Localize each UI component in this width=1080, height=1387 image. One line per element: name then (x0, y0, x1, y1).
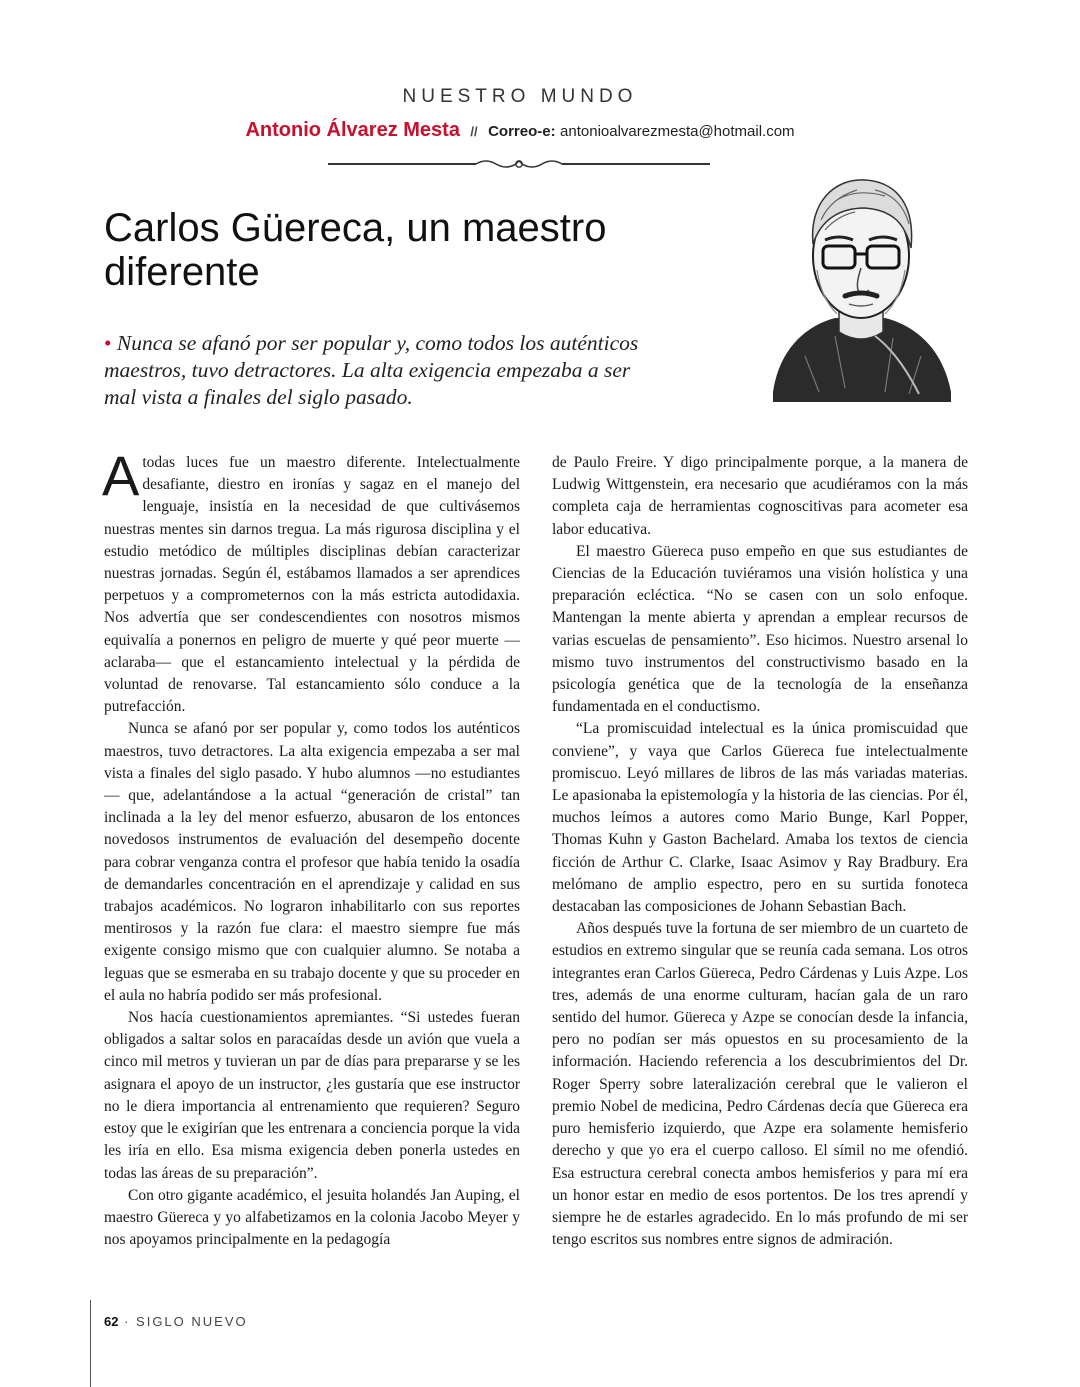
body-column-right (552, 452, 968, 1251)
body-paragraph: Nunca se afanó por ser popular y, como todos los auténticos maestros, tuvo detractores. La alta exigencia empezaba a ser mal vista a finales del siglo pasado. Y hubo alumnos —no estudiantes— que, adelantándose a la actual “generación de cristal” tan inclinada a la ley del menor esfuerzo, abusaron de los entonces novedosos instrumentos de evaluación del desempeño docente para cobrar venganza contra el profesor que había tenido la osadía de demandarles concentración en el aprendizaje y calidad en sus trabajos académicos. No lograron inhabilitarlo con sus reportes mentirosos y la razón fue clara: el maestro siempre fue más exigente consigo mismo que con cualquier alumno. Se notaba a leguas que se esmeraba en su trabajo docente y que su proceder en el aula no habría podido ser más profesional. (104, 720, 520, 1004)
body-paragraph: Años después tuve la fortuna de ser miembro de un cuarteto de estudios en extremo singular que se reunía cada semana. Los otros integrantes eran Carlos Güereca, Pedro Cárdenas y Luis Azpe. Los tres, además de una enorme culturam, hacían gala de un raro sentido del humor. Güereca y Azpe se conocían desde la infancia, pero no podían ser más opuestos en su procesamiento de la información. Haciendo referencia a los descubrimientos del Dr. Roger Sperry sobre lateralización cerebral que le valieron el premio Nobel de medicina, Pedro Cárdenas decía que Güereca era puro hemisferio izquierdo, que Azpe era solamente hemisferio derecho y que yo era el cuerpo calloso. El símil no me ofendió. Esa estructura cerebral conecta ambos hemisferios y para mí era un honor estar en medio de esos portentos. De los tres aprendí y siempre he de estarles agradecido. En lo más profundo de mi ser tengo escritos sus nombres entre signos de admiración. (552, 920, 968, 1249)
body-paragraph: de Paulo Freire. Y digo principalmente porque, a la manera de Ludwig Wittgenstein, era necesario que acudiéramos con la más completa caja de herramientas cognoscitivas para acometer esa labor educativa. (552, 454, 968, 538)
publication-name: SIGLO NUEVO (136, 1314, 248, 1329)
drop-cap: A (102, 444, 140, 507)
lead-bullet: • (104, 331, 112, 355)
author-email[interactable]: antonioalvarezmesta@hotmail.com (560, 123, 795, 140)
lead-text: Nunca se afanó por ser popular y, como todos los auténticos maestros, tuvo detractores. La alta exigencia empezaba a ser mal vista a finales del siglo pasado. (104, 331, 639, 409)
byline (0, 119, 1040, 142)
section-label: NUESTRO MUNDO (402, 86, 638, 107)
body-column-left (102, 444, 520, 1251)
email-label: Correo-e: (488, 123, 556, 140)
footer-dot: · (118, 1314, 137, 1329)
lead-paragraph (104, 330, 664, 411)
byline-separator: // (470, 124, 478, 139)
author-name: Antonio Álvarez Mesta (245, 119, 460, 141)
author-portrait-illustration (765, 160, 955, 402)
ornament-divider (328, 156, 710, 172)
page-number: 62 (104, 1314, 119, 1329)
body-paragraph: Nos hacía cuestionamientos apremiantes. “Si ustedes fueran obligados a saltar solos en paracaídas desde un avión que vuela a cinco mil metros y tuvieran un par de días para prepararse y se les asignara el apoyo de un instructor, ¿les gustaría que ese instructor no le diera importancia al entrenamiento que requieren? Seguro estoy que le exigirían que les entrenara a conciencia porque la vida les iría en ello. Esa misma exigencia deben ponerla ustedes en todas las áreas de su preparación”. (104, 1009, 520, 1182)
body-paragraph: “La promiscuidad intelectual es la única promiscuidad que conviene”, y vaya que Carlos Güereca fue intelectualmente promiscuo. Leyó millares de libros de las más variadas materias. Le apasionaba la epistemología y la historia de las ciencias. Por él, muchos leímos a autores como Mario Bunge, Karl Popper, Thomas Kuhn y Gaston Bachelard. Amaba los textos de ciencia ficción de Arthur C. Clarke, Isaac Asimov y Ray Bradbury. Era melómano de amplio espectro, pero en su surtida fonoteca destacaban las composiciones de Johann Sebastian Bach. (552, 720, 968, 916)
page-footer (104, 1314, 248, 1329)
body-paragraph: Atodas luces fue un maestro diferente. Intelectualmente desafiante, diestro en ironías y sagaz en el manejo del lenguaje, insistía en la necesidad de que cultivásemos nuestras mentes sin darnos tregua. La más rigurosa disciplina y el estudio metódico de múltiples disciplinas debían caracterizar nuestras jornadas. Según él, estábamos llamados a ser aprendices perpetuos y a comprometernos con la más estricta autodidaxia. Nos advertía que ser condescendientes con nosotros mismos equivalía a ponernos en peligro de muerte y qué peor muerte —aclaraba— que el estancamiento intelectual y la pérdida de voluntad de renovarse. Tal estancamiento sólo conduce a la putrefacción. (102, 444, 520, 716)
body-paragraph: El maestro Güereca puso empeño en que sus estudiantes de Ciencias de la Educación tuviéramos una visión holística y una preparación ecléctica. “No se casen con un solo enfoque. Mantengan la mente abierta y aprendan a emplear recursos de varias escuelas de pensamiento”. Eso hicimos. Nuestro arsenal lo mismo tuvo instrumentos del constructivismo basado en la psicología genética que de la tecnología de la enseñanza fundamentada en el conductismo. (552, 542, 968, 716)
footer-rule (90, 1300, 91, 1387)
article-title: Carlos Güereca, un maestro diferente (104, 206, 607, 294)
body-paragraph: Con otro gigante académico, el jesuita holandés Jan Auping, el maestro Güereca y yo alfabetizamos en la colonia Jacobo Meyer y nos apoyamos principalmente en la pedagogía (104, 1186, 520, 1249)
